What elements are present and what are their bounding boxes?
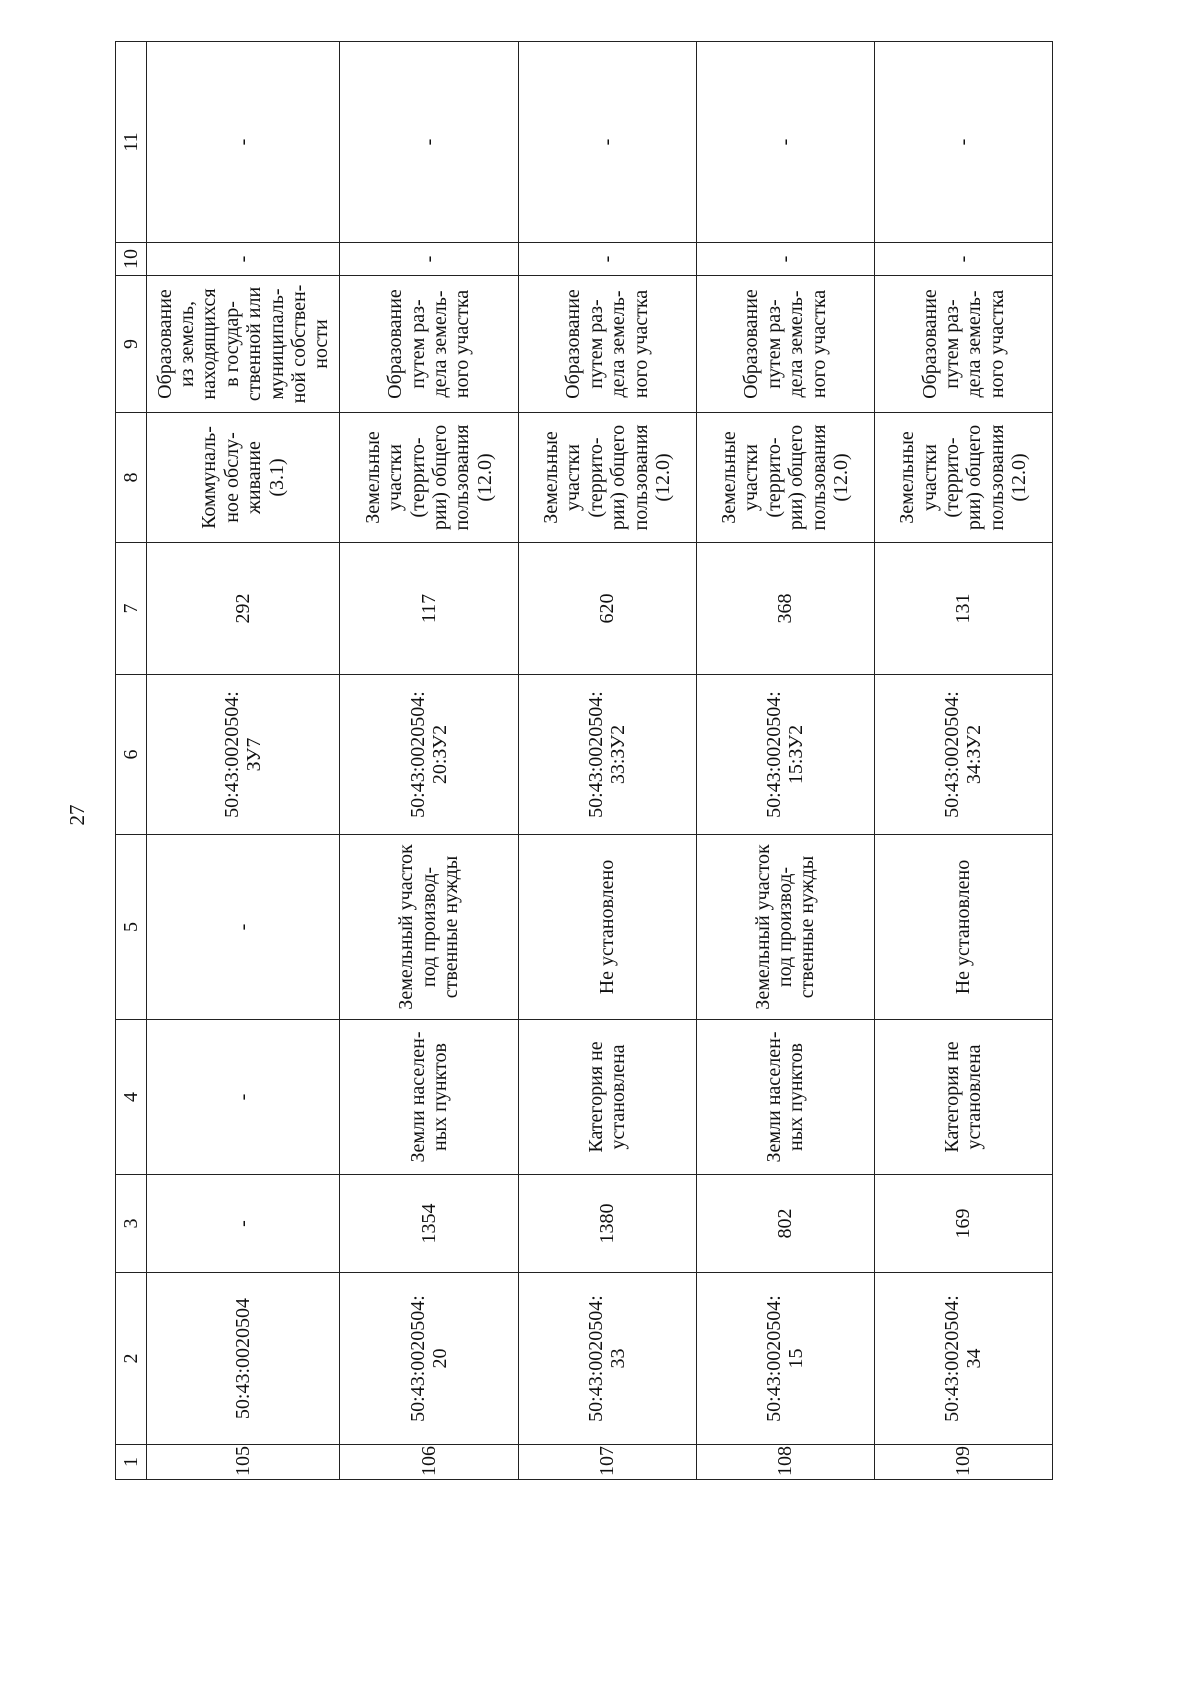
- table-row: [518, 42, 696, 1480]
- column-number: 4: [116, 1020, 147, 1175]
- column-10-value: -: [340, 243, 518, 276]
- land-category: Категория не установлена: [874, 1020, 1052, 1175]
- new-plot-area: 131: [874, 543, 1052, 675]
- column-number: 3: [116, 1175, 147, 1273]
- new-plot-designation: 50:43:0020504: 20:ЗУ2: [340, 675, 518, 835]
- permitted-use: -: [147, 835, 340, 1020]
- new-plot-designation: 50:43:0020504: ЗУ7: [147, 675, 340, 835]
- rotated-table-wrapper: [115, 42, 1053, 1480]
- column-11-value: -: [340, 42, 518, 243]
- column-number: 6: [116, 675, 147, 835]
- source-cadastral-number: 50:43:0020504: 15: [696, 1273, 874, 1445]
- row-number: 108: [696, 1445, 874, 1480]
- new-plot-area: 117: [340, 543, 518, 675]
- land-plot-table: [115, 41, 1053, 1480]
- permitted-use: Не установлено: [874, 835, 1052, 1020]
- permitted-use: Земельный участок под производ- ственные нужды: [696, 835, 874, 1020]
- row-number: 105: [147, 1445, 340, 1480]
- table-row: [696, 42, 874, 1480]
- new-plot-area: 292: [147, 543, 340, 675]
- new-plot-designation: 50:43:0020504: 33:ЗУ2: [518, 675, 696, 835]
- column-number: 9: [116, 276, 147, 413]
- source-area: 1380: [518, 1175, 696, 1273]
- permitted-use: Не установлено: [518, 835, 696, 1020]
- table-row: [340, 42, 518, 1480]
- land-category: Категория не установлена: [518, 1020, 696, 1175]
- land-category: Земли населен- ных пунктов: [340, 1020, 518, 1175]
- source-cadastral-number: 50:43:0020504: [147, 1273, 340, 1445]
- row-number: 109: [874, 1445, 1052, 1480]
- land-category: -: [147, 1020, 340, 1175]
- column-10-value: -: [874, 243, 1052, 276]
- new-plot-designation: 50:43:0020504: 34:ЗУ2: [874, 675, 1052, 835]
- permitted-use: Земельный участок под производ- ственные нужды: [340, 835, 518, 1020]
- new-plot-area: 620: [518, 543, 696, 675]
- new-plot-area: 368: [696, 543, 874, 675]
- formation-method: Образование из земель, находящихся в государ- ственной или муниципаль- ной собствен- ности: [147, 276, 340, 413]
- column-number: 2: [116, 1273, 147, 1445]
- use-type: Земельные участки (террито- рии) общего пользования (12.0): [874, 413, 1052, 543]
- row-number: 106: [340, 1445, 518, 1480]
- column-11-value: -: [696, 42, 874, 243]
- source-cadastral-number: 50:43:0020504: 33: [518, 1273, 696, 1445]
- column-10-value: -: [147, 243, 340, 276]
- use-type: Земельные участки (террито- рии) общего пользования (12.0): [518, 413, 696, 543]
- formation-method: Образование путем раз- дела земель- ного участка: [874, 276, 1052, 413]
- source-area: 1354: [340, 1175, 518, 1273]
- column-number: 8: [116, 413, 147, 543]
- formation-method: Образование путем раз- дела земель- ного участка: [696, 276, 874, 413]
- source-area: 802: [696, 1175, 874, 1273]
- column-number-row: [116, 42, 147, 1480]
- source-area: -: [147, 1175, 340, 1273]
- row-number: 107: [518, 1445, 696, 1480]
- column-number: 10: [116, 243, 147, 276]
- column-11-value: -: [147, 42, 340, 243]
- column-number: 5: [116, 835, 147, 1020]
- column-number: 7: [116, 543, 147, 675]
- land-category: Земли населен- ных пунктов: [696, 1020, 874, 1175]
- use-type: Земельные участки (террито- рии) общего пользования (12.0): [340, 413, 518, 543]
- use-type: Коммуналь- ное обслу- живание (3.1): [147, 413, 340, 543]
- column-10-value: -: [696, 243, 874, 276]
- formation-method: Образование путем раз- дела земель- ного участка: [340, 276, 518, 413]
- source-cadastral-number: 50:43:0020504: 34: [874, 1273, 1052, 1445]
- new-plot-designation: 50:43:0020504: 15:ЗУ2: [696, 675, 874, 835]
- page-number: 27: [64, 804, 89, 826]
- table-row: [874, 42, 1052, 1480]
- column-11-value: -: [874, 42, 1052, 243]
- table-row: [147, 42, 340, 1480]
- source-cadastral-number: 50:43:0020504: 20: [340, 1273, 518, 1445]
- formation-method: Образование путем раз- дела земель- ного участка: [518, 276, 696, 413]
- column-10-value: -: [518, 243, 696, 276]
- column-11-value: -: [518, 42, 696, 243]
- source-area: 169: [874, 1175, 1052, 1273]
- use-type: Земельные участки (террито- рии) общего пользования (12.0): [696, 413, 874, 543]
- column-number: 1: [116, 1445, 147, 1480]
- column-number: 11: [116, 42, 147, 243]
